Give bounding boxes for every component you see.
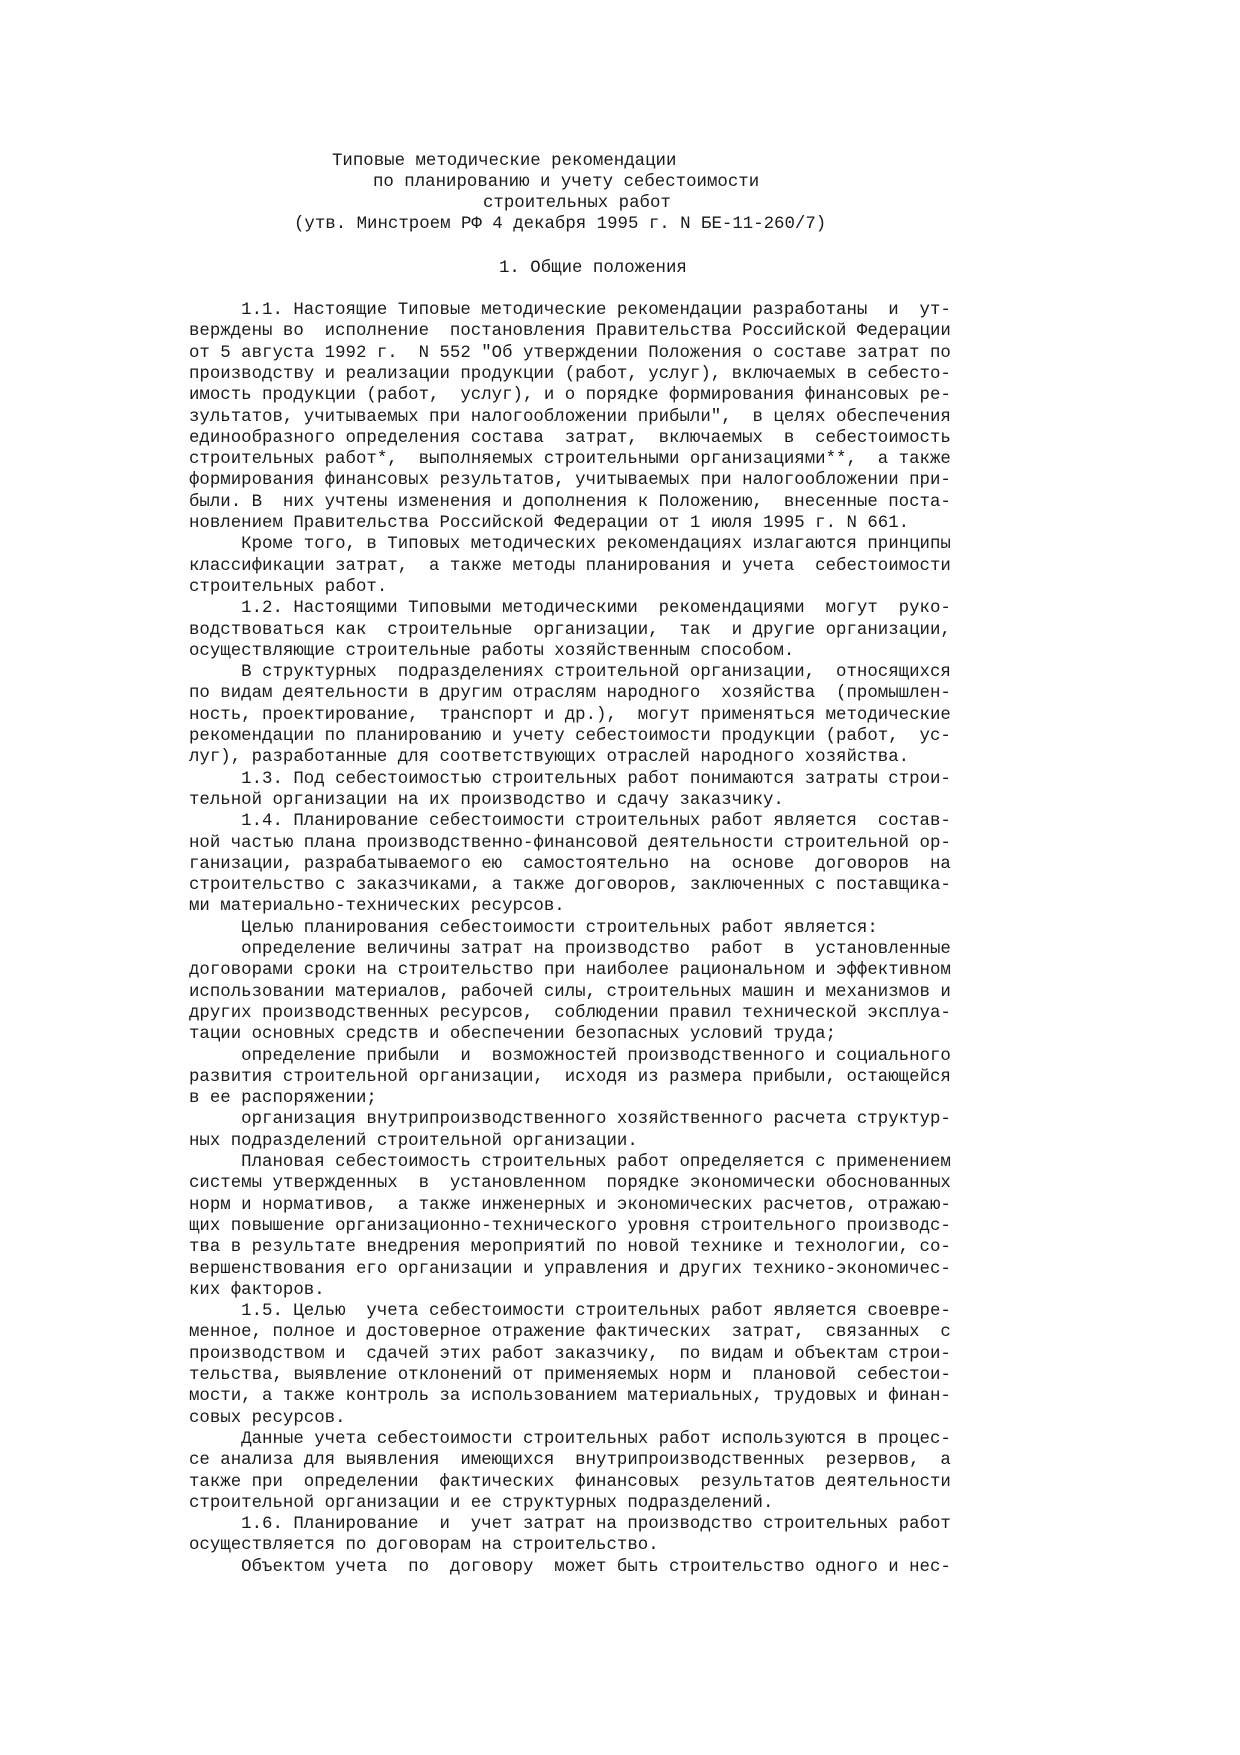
document-body-line: Кроме того, в Типовых методических рекомендациях излагаются принципы xyxy=(189,535,951,555)
document-body-line: рекомендации по планированию и учету себестоимости продукции (работ, ус- xyxy=(189,727,951,746)
document-body-line: зультатов, учитываемых при налогообложении прибыли", в целях обеспечения xyxy=(189,407,951,427)
document-body-line: менное, полное и достоверное отражение фактических затрат, связанных с xyxy=(189,1323,951,1343)
document-body-line: се анализа для выявления имеющихся внутрипроизводственных резервов, а xyxy=(189,1451,951,1471)
document-body-line: новлением Правительства Российской Федерации от 1 июля 1995 г. N 661. xyxy=(189,514,910,533)
document-body-line: тации основных средств и обеспечении безопасных условий труда; xyxy=(189,1025,837,1045)
document-body-line: имость продукции (работ, услуг), и о порядке формирования финансовых ре- xyxy=(189,386,951,406)
document-approval-line: (утв. Минстроем РФ 4 декабря 1995 г. N БЕ-11-260/7) xyxy=(294,215,827,234)
document-body-line: строительных работ. xyxy=(189,577,388,597)
document-body-line: ных подразделений строительной организации. xyxy=(189,1131,638,1151)
document-body-line: верждены во исполнение постановления Правительства Российской Федерации xyxy=(189,322,951,342)
document-title-line-3: строительных работ xyxy=(483,194,671,213)
document-body-line: Объектом учета по договору может быть строительство одного и нес- xyxy=(189,1557,951,1577)
document-body-line: развития строительной организации, исходя из размера прибыли, остающейся xyxy=(189,1067,951,1087)
document-body-line: ких факторов. xyxy=(189,1280,325,1300)
document-body-line: использовании материалов, рабочей силы, строительных машин и механизмов и xyxy=(189,982,951,1002)
document-body-line: определение величины затрат на производство работ в установленные xyxy=(189,940,951,959)
document-body-line: строительство с заказчиками, а также договоров, заключенных с поставщика- xyxy=(189,876,951,896)
document-body-line: договорами сроки на строительство при наиболее рациональном и эффективном xyxy=(189,961,951,981)
document-body-line: Плановая себестоимость строительных работ определяется с применением xyxy=(189,1153,951,1172)
document-body-line: от 5 августа 1992 г. N 552 "Об утверждении Положения о составе затрат по xyxy=(189,343,951,363)
document-body-line: 1.6. Планирование и учет затрат на производство строительных работ xyxy=(189,1515,951,1535)
document-body-line: ми материально-технических ресурсов. xyxy=(189,897,565,917)
document-body-line: системы утвержденных в установленном порядке экономически обоснованных xyxy=(189,1174,951,1194)
document-body-line: по видам деятельности в другим отраслям народного хозяйства (промышлен- xyxy=(189,684,951,704)
document-body-line: 1.5. Целью учета себестоимости строительных работ является своевре- xyxy=(189,1302,951,1322)
document-body-line: Целью планирования себестоимости строительных работ является: xyxy=(189,918,878,938)
document-body-line: определение прибыли и возможностей производственного и социального xyxy=(189,1046,951,1066)
document-body-line: 1.1. Настоящие Типовые методические рекомендации разработаны и ут- xyxy=(189,301,951,320)
document-body-line: совых ресурсов. xyxy=(189,1408,346,1428)
section-heading: 1. Общие положения xyxy=(499,259,687,278)
document-body-line: 1.2. Настоящими Типовыми методическими рекомендациями могут руко- xyxy=(189,599,951,619)
document-body-line: других производственных ресурсов, соблюдении правил технической эксплуа- xyxy=(189,1003,951,1023)
document-body-line: ность, проектирование, транспорт и др.), могут применяться методические xyxy=(189,705,951,725)
document-body-line: были. В них учтены изменения и дополнения к Положению, внесенные поста- xyxy=(189,492,951,512)
document-body-line: ганизации, разрабатываемого ею самостоятельно на основе договоров на xyxy=(189,854,951,874)
document-body-line: водствоваться как строительные организации, так и другие организации, xyxy=(189,620,951,640)
document-body-line: осуществляется по договорам на строительство. xyxy=(189,1536,659,1556)
document-body-line: ной частью плана производственно-финансовой деятельности строительной ор- xyxy=(189,833,951,853)
document-body-line: строительных работ*, выполняемых строительными организациями**, а также xyxy=(189,450,951,470)
document-body-line: также при определении фактических финансовых результатов деятельности xyxy=(189,1472,951,1492)
document-body-line: норм и нормативов, а также инженерных и экономических расчетов, отражаю- xyxy=(189,1195,951,1215)
document-body-line: Данные учета себестоимости строительных работ используются в процес- xyxy=(189,1429,951,1449)
document-body-line: тельства, выявление отклонений от применяемых норм и плановой себестои- xyxy=(189,1366,951,1385)
document-body-line: щих повышение организационно-технического уровня строительного производс- xyxy=(189,1216,951,1236)
document-body-line: строительной организации и ее структурных подразделений. xyxy=(189,1493,774,1513)
document-body-line: осуществляющие строительные работы хозяйственным способом. xyxy=(189,641,795,661)
document-body-line: производством и сдачей этих работ заказчику, по видам и объектам строи- xyxy=(189,1344,951,1364)
document-body-line: в ее распоряжении; xyxy=(189,1089,377,1109)
document-body-line: классификации затрат, а также методы планирования и учета себестоимости xyxy=(189,556,951,576)
document-body-line: вершенствования его организации и управления и других технико-экономичес- xyxy=(189,1259,951,1279)
document-body-line: единообразного определения состава затрат, включаемых в себестоимость xyxy=(189,428,951,448)
document-body-line: 1.3. Под себестоимостью строительных работ понимаются затраты строи- xyxy=(189,769,951,789)
document-body-line: тва в результате внедрения мероприятий по новой технике и технологии, со- xyxy=(189,1238,951,1258)
document-body-line: организация внутрипроизводственного хозяйственного расчета структур- xyxy=(189,1110,951,1130)
document-body-line: луг), разработанные для соответствующих отраслей народного хозяйства. xyxy=(189,748,910,768)
document-body-line: В структурных подразделениях строительной организации, относящихся xyxy=(189,663,951,683)
document-body-line: формирования финансовых результатов, учитываемых при налогообложении при- xyxy=(189,471,951,491)
document-body-line: 1.4. Планирование себестоимости строительных работ является состав- xyxy=(189,812,951,832)
document-title-line-2: по планированию и учету себестоимости xyxy=(373,173,760,192)
document-body-line: производству и реализации продукции (работ, услуг), включаемых в себесто- xyxy=(189,364,951,384)
document-body-line: мости, а также контроль за использованием материальных, трудовых и финан- xyxy=(189,1387,951,1407)
document-title-line-1: Типовые методические рекомендации xyxy=(332,152,677,171)
document-body-line: тельной организации на их производство и сдачу заказчику. xyxy=(189,790,784,810)
